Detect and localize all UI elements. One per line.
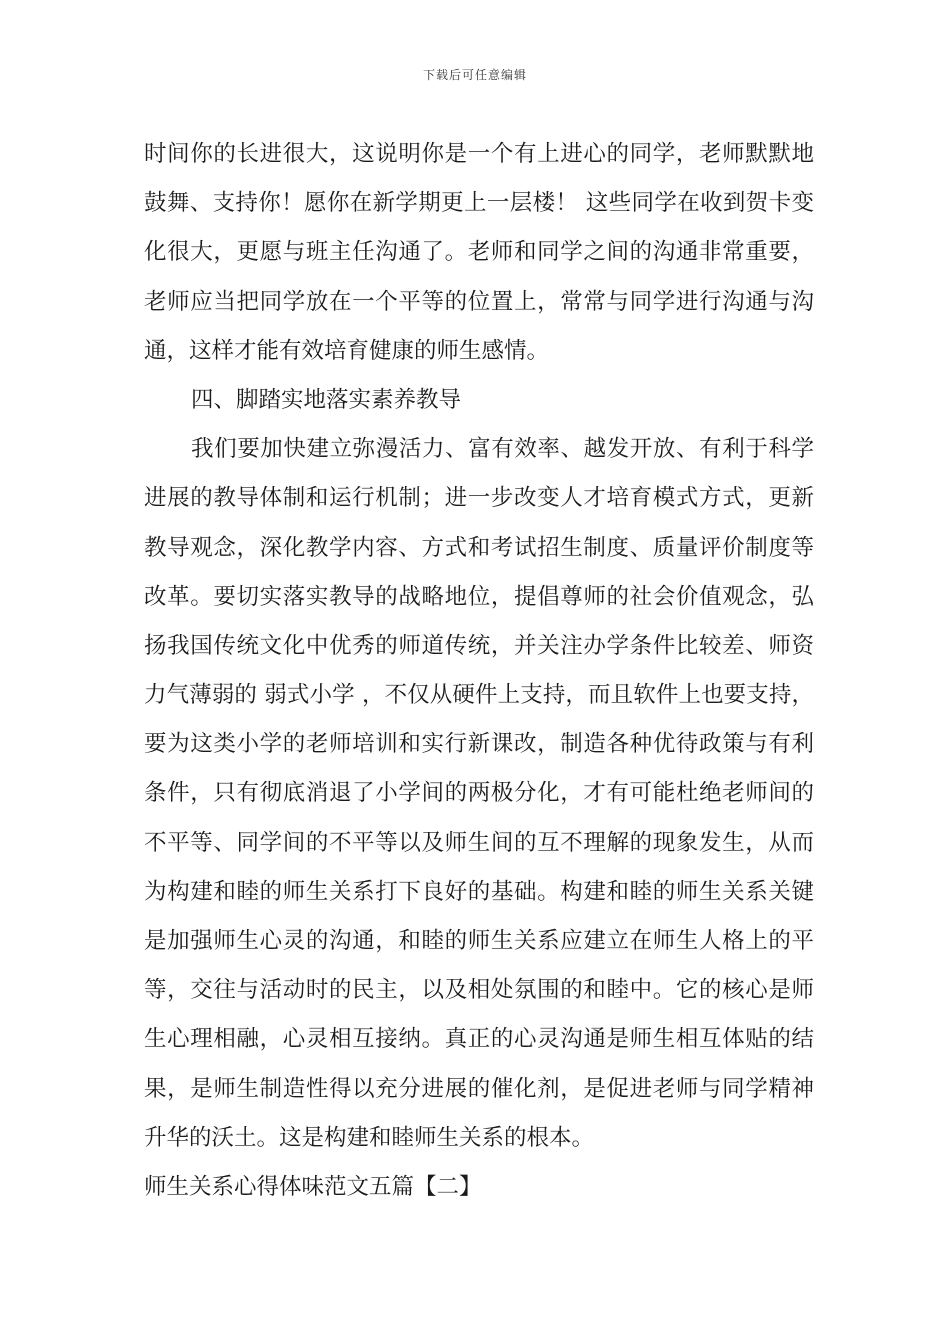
text-line: 我们要加快建立弥漫活力、富有效率、越发开放、有利于科学 xyxy=(191,436,814,463)
text-line: 果，是师生制造性得以充分进展的催化剂，是促进老师与同学精神 xyxy=(144,1075,814,1102)
text-line: 老师应当把同学放在一个平等的位置上，常常与同学进行沟通与沟 xyxy=(144,288,814,315)
article-title: 师生关系心得体味范文五篇【二】 xyxy=(144,1173,482,1200)
text-line: 进展的教导体制和运行机制；进一步改变人才培育模式方式，更新 xyxy=(144,485,814,512)
text-line: 升华的沃土。这是构建和睦师生关系的根本。 xyxy=(144,1124,595,1151)
text-line: 通，这样才能有效培育健康的师生感情。 xyxy=(144,337,550,364)
text-line: 不平等、同学间的不平等以及师生间的互不理解的现象发生，从而 xyxy=(144,829,814,856)
text-line: 等，交往与活动时的民主，以及相处氛围的和睦中。它的核心是师 xyxy=(144,977,814,1004)
document-body xyxy=(144,130,814,1212)
text-line: 鼓舞、支持你！愿你在新学期更上一层楼！ 这些同学在收到贺卡变 xyxy=(144,190,814,217)
section-heading: 四、脚踏实地落实素养教导 xyxy=(191,386,462,413)
text-line: 为构建和睦的师生关系打下良好的基础。构建和睦的师生关系关键 xyxy=(144,878,814,905)
text-line: 教导观念，深化教学内容、方式和考试招生制度、质量评价制度等 xyxy=(144,534,814,561)
text-line: 改革。要切实落实教导的战略地位，提倡尊师的社会价值观念，弘 xyxy=(144,583,814,610)
text-line: 是加强师生心灵的沟通，和睦的师生关系应建立在师生人格上的平 xyxy=(144,928,814,954)
text-line: 化很大，更愿与班主任沟通了。老师和同学之间的沟通非常重要， xyxy=(144,239,814,266)
text-line: 要为这类小学的老师培训和实行新课改，制造各种优待政策与有利 xyxy=(144,731,814,758)
text-line: 生心理相融，心灵相互接纳。真正的心灵沟通是师生相互体贴的结 xyxy=(144,1026,814,1053)
text-line: 条件，只有彻底消退了小学间的两极分化，才有可能杜绝老师间的 xyxy=(144,780,814,807)
text-line: 时间你的长进很大，这说明你是一个有上进心的同学，老师默默地 xyxy=(144,141,814,167)
text-line: 扬我国传统文化中优秀的师道传统，并关注办学条件比较差、师资 xyxy=(144,632,814,659)
text-line: 力气薄弱的 弱式小学 ，不仅从硬件上支持，而且软件上也要支持， xyxy=(144,682,814,709)
page-header: 下载后可任意编辑 xyxy=(422,68,527,82)
